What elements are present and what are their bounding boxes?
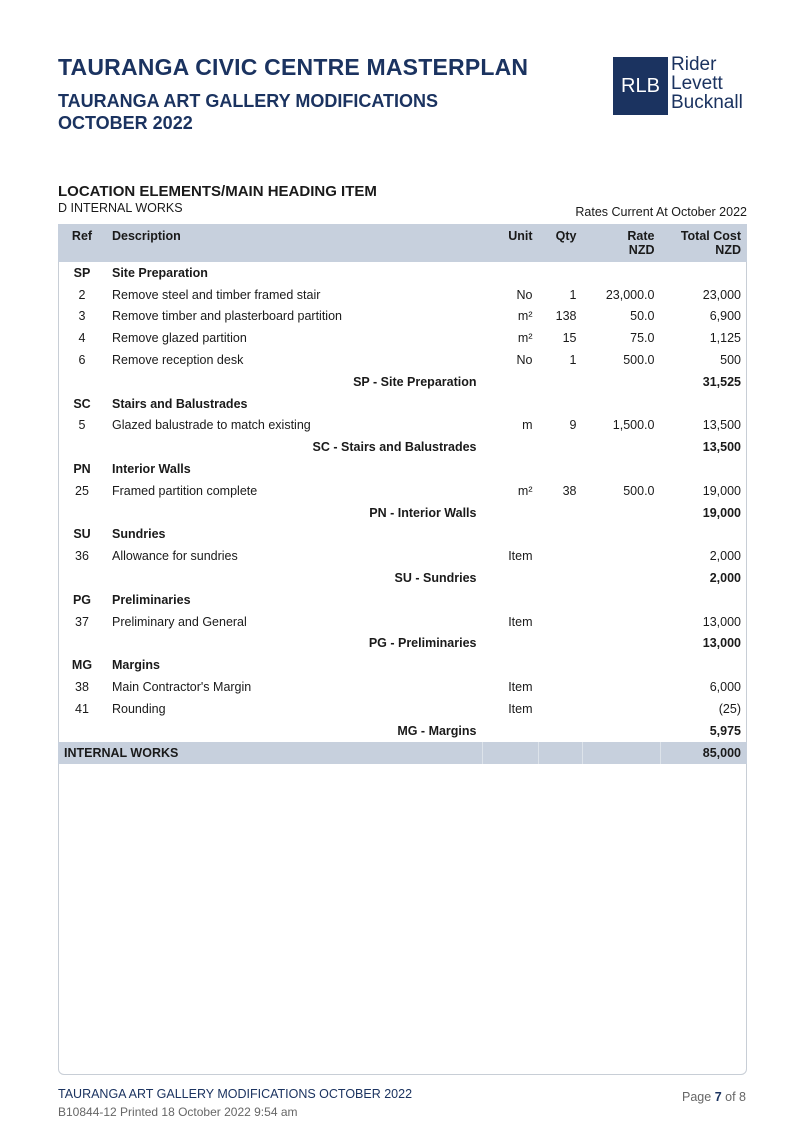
item-total: 2,000 — [709, 549, 741, 564]
group-description: Margins — [112, 658, 160, 673]
empty-cell — [661, 458, 748, 480]
table-row — [58, 545, 747, 567]
subtotal-value: 13,000 — [702, 636, 741, 651]
subtotal-value: 2,000 — [709, 571, 741, 586]
table-body — [58, 262, 747, 742]
group-row — [58, 262, 747, 284]
item-total: 13,000 — [702, 614, 741, 629]
empty-cell — [483, 633, 539, 655]
empty-cell — [483, 458, 539, 480]
group-description: Site Preparation — [112, 265, 208, 280]
table-row — [58, 349, 747, 371]
subtotal-value: 31,525 — [702, 374, 741, 389]
empty-cell — [539, 633, 583, 655]
empty-cell — [583, 524, 661, 546]
item-rate — [583, 545, 661, 567]
empty-cell — [583, 720, 661, 742]
table-header-row — [58, 224, 747, 262]
header-qty: Qty — [539, 224, 583, 262]
item-description: Rounding — [112, 701, 166, 716]
item-total: 13,500 — [702, 418, 741, 433]
item-total: 19,000 — [702, 483, 741, 498]
empty-cell — [483, 371, 539, 393]
empty-cell — [583, 633, 661, 655]
empty-cell — [583, 393, 661, 415]
item-unit: Item — [508, 680, 533, 695]
item-unit: Item — [508, 614, 533, 629]
table-row — [58, 676, 747, 698]
empty-cell — [539, 393, 583, 415]
table-row — [58, 306, 747, 328]
empty-cell — [58, 502, 106, 524]
page-number — [682, 1090, 746, 1104]
subtotal-label: PN - Interior Walls — [369, 505, 477, 520]
empty-cell — [483, 524, 539, 546]
item-total: 500 — [720, 353, 741, 368]
table-row — [58, 327, 747, 349]
grand-total-empty — [483, 742, 539, 764]
empty-cell — [58, 720, 106, 742]
item-description: Framed partition complete — [112, 483, 258, 498]
item-description: Remove glazed partition — [112, 331, 247, 346]
group-row — [58, 393, 747, 415]
empty-cell — [583, 502, 661, 524]
item-unit: Item — [508, 549, 533, 564]
item-rate — [583, 611, 661, 633]
cost-table — [58, 224, 747, 764]
header-ref: Ref — [58, 224, 106, 262]
item-description: Allowance for sundries — [112, 549, 238, 564]
empty-cell — [583, 436, 661, 458]
group-row — [58, 524, 747, 546]
item-total: 6,000 — [709, 680, 741, 695]
rates-note: Rates Current At October 2022 — [575, 205, 747, 219]
item-rate: 23,000.0 — [605, 287, 655, 302]
logo-wordmark — [671, 55, 743, 112]
item-ref: 5 — [78, 418, 86, 433]
group-ref: PN — [73, 462, 91, 477]
group-row — [58, 458, 747, 480]
empty-cell — [539, 567, 583, 589]
table-row — [58, 698, 747, 720]
empty-cell — [539, 720, 583, 742]
empty-cell — [483, 654, 539, 676]
item-total: 23,000 — [702, 287, 741, 302]
empty-cell — [583, 567, 661, 589]
item-rate: 1,500.0 — [612, 418, 655, 433]
grand-total-value: 85,000 — [661, 742, 748, 764]
page-prefix: Page — [682, 1090, 712, 1104]
empty-cell — [58, 567, 106, 589]
header-total — [661, 224, 748, 262]
item-unit: m² — [517, 483, 533, 498]
item-unit: m — [522, 418, 533, 433]
document-title: TAURANGA CIVIC CENTRE MASTERPLAN — [58, 54, 529, 80]
item-ref: 38 — [75, 680, 89, 695]
header-description: Description — [106, 224, 483, 262]
empty-cell — [483, 720, 539, 742]
table-row — [58, 611, 747, 633]
item-description: Remove timber and plasterboard partition — [112, 309, 342, 324]
empty-cell — [483, 262, 539, 284]
item-qty: 1 — [569, 287, 577, 302]
subtotal-row — [58, 371, 747, 393]
group-row — [58, 589, 747, 611]
empty-cell — [539, 524, 583, 546]
item-ref: 37 — [75, 614, 89, 629]
item-qty — [539, 676, 583, 698]
logo-mark: RLB — [613, 57, 668, 115]
item-description: Remove steel and timber framed stair — [112, 287, 321, 302]
item-unit: No — [516, 287, 533, 302]
empty-cell — [583, 458, 661, 480]
item-description: Preliminary and General — [112, 614, 247, 629]
empty-cell — [539, 589, 583, 611]
subtotal-row — [58, 502, 747, 524]
group-description: Stairs and Balustrades — [112, 396, 248, 411]
item-qty: 9 — [569, 418, 577, 433]
section-title: LOCATION ELEMENTS/MAIN HEADING ITEM — [58, 183, 377, 200]
item-description: Main Contractor's Margin — [112, 680, 252, 695]
document-subtitle — [58, 90, 438, 134]
empty-cell — [539, 458, 583, 480]
item-rate: 50.0 — [630, 309, 655, 324]
table-row — [58, 480, 747, 502]
subtitle-line-1: TAURANGA ART GALLERY MODIFICATIONS — [58, 91, 438, 111]
item-ref: 6 — [78, 353, 86, 368]
grand-total-empty — [539, 742, 583, 764]
subtotal-row — [58, 633, 747, 655]
subtotal-row — [58, 567, 747, 589]
subtotal-row — [58, 436, 747, 458]
empty-cell — [483, 589, 539, 611]
item-ref: 36 — [75, 549, 89, 564]
item-ref: 4 — [78, 331, 86, 346]
group-ref: MG — [71, 658, 93, 673]
grand-total-empty — [583, 742, 661, 764]
item-description: Glazed balustrade to match existing — [112, 418, 311, 433]
item-qty — [539, 611, 583, 633]
group-description: Sundries — [112, 527, 166, 542]
group-ref: SC — [73, 396, 91, 411]
empty-cell — [483, 436, 539, 458]
header-unit: Unit — [483, 224, 539, 262]
subtotal-row — [58, 720, 747, 742]
rlb-logo — [613, 54, 753, 117]
item-rate: 500.0 — [623, 353, 655, 368]
empty-cell — [583, 654, 661, 676]
item-rate: 75.0 — [630, 331, 655, 346]
header-total-line-1: Total Cost — [680, 229, 741, 243]
empty-cell — [661, 524, 748, 546]
empty-cell — [583, 262, 661, 284]
table-row — [58, 284, 747, 306]
grand-total-label: INTERNAL WORKS — [58, 742, 483, 764]
item-qty: 15 — [562, 331, 577, 346]
empty-cell — [539, 436, 583, 458]
logo-line-3: Bucknall — [671, 92, 743, 113]
subtotal-value: 13,500 — [702, 440, 741, 455]
group-ref: PG — [72, 592, 92, 607]
empty-cell — [58, 633, 106, 655]
item-qty: 138 — [555, 309, 577, 324]
item-qty — [539, 698, 583, 720]
empty-cell — [583, 589, 661, 611]
item-unit: Item — [508, 701, 533, 716]
logo-line-2: Levett — [671, 73, 723, 94]
empty-cell — [483, 567, 539, 589]
empty-cell — [661, 654, 748, 676]
item-ref: 41 — [75, 701, 89, 716]
item-unit: m² — [517, 309, 533, 324]
item-unit: No — [516, 353, 533, 368]
section-subtitle: D INTERNAL WORKS — [58, 201, 183, 215]
item-ref: 2 — [78, 287, 86, 302]
logo-line-1: Rider — [671, 54, 717, 75]
page-total: of 8 — [725, 1090, 746, 1104]
empty-cell — [58, 371, 106, 393]
subtotal-label: SC - Stairs and Balustrades — [312, 440, 477, 455]
group-description: Interior Walls — [112, 462, 191, 477]
page-current: 7 — [714, 1090, 722, 1104]
empty-cell — [539, 654, 583, 676]
empty-cell — [583, 371, 661, 393]
empty-cell — [539, 371, 583, 393]
group-ref: SP — [73, 265, 91, 280]
subtotal-label: SU - Sundries — [394, 571, 477, 586]
item-total: (25) — [718, 701, 741, 716]
item-unit: m² — [517, 331, 533, 346]
footer-title: TAURANGA ART GALLERY MODIFICATIONS OCTOBER 2022 — [58, 1087, 413, 1101]
header-rate-line-2: NZD — [628, 243, 655, 257]
item-qty: 38 — [562, 483, 577, 498]
subtotal-label: MG - Margins — [397, 723, 477, 738]
subtitle-line-2: OCTOBER 2022 — [58, 113, 193, 133]
footer-printed: B10844-12 Printed 18 October 2022 9:54 am — [58, 1105, 298, 1119]
empty-cell — [539, 262, 583, 284]
item-description: Remove reception desk — [112, 353, 244, 368]
item-rate — [583, 698, 661, 720]
item-qty — [539, 545, 583, 567]
grand-total-row — [58, 742, 747, 764]
empty-cell — [483, 393, 539, 415]
empty-cell — [661, 393, 748, 415]
item-ref: 3 — [78, 309, 86, 324]
group-row — [58, 654, 747, 676]
empty-cell — [483, 502, 539, 524]
item-total: 6,900 — [709, 309, 741, 324]
item-total: 1,125 — [709, 331, 741, 346]
table-row — [58, 415, 747, 437]
subtotal-label: PG - Preliminaries — [368, 636, 477, 651]
header-total-line-2: NZD — [715, 243, 741, 257]
empty-cell — [58, 436, 106, 458]
group-description: Preliminaries — [112, 592, 191, 607]
empty-cell — [661, 589, 748, 611]
item-qty: 1 — [569, 353, 577, 368]
item-ref: 25 — [75, 483, 89, 498]
item-rate: 500.0 — [623, 483, 655, 498]
group-ref: SU — [73, 527, 91, 542]
empty-cell — [539, 502, 583, 524]
subtotal-value: 5,975 — [709, 723, 741, 738]
header-rate — [583, 224, 661, 262]
item-rate — [583, 676, 661, 698]
subtotal-value: 19,000 — [702, 505, 741, 520]
empty-cell — [661, 262, 748, 284]
subtotal-label: SP - Site Preparation — [353, 374, 477, 389]
header-rate-line-1: Rate — [627, 229, 655, 243]
